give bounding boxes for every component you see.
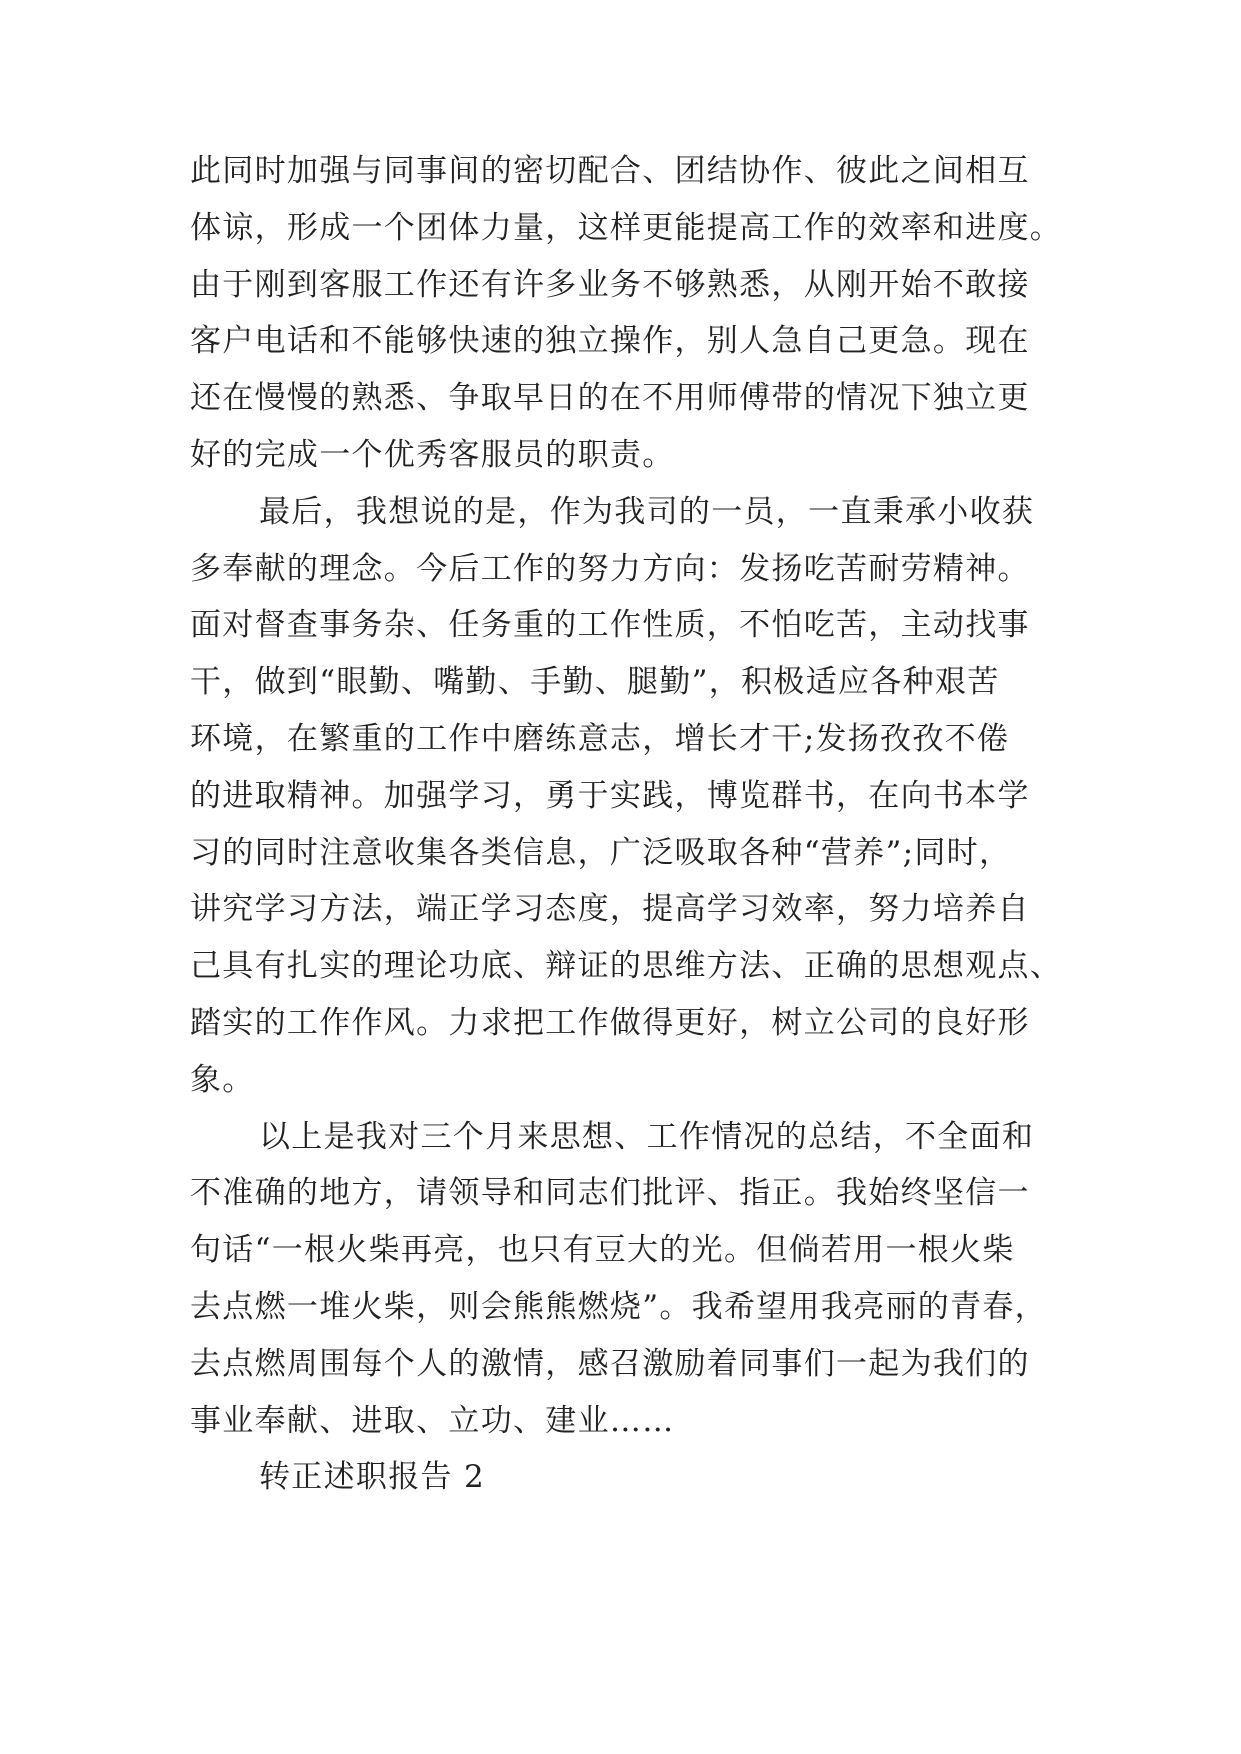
paragraph-first-line: 以上是我对三个月来思想、工作情况的总结，不全面和 [259,1118,1035,1155]
paragraph-first-line: 最后，我想说的是，作为我司的一员，一直秉承小收获 [259,493,1035,530]
document-body [190,143,1070,1506]
text-line: 事业奉献、进取、立功、建业…… [190,1402,675,1439]
text-line: 多奉献的理念。今后工作的努力方向：发扬吃苦耐劳精神。 [190,550,1030,587]
text-line: 去点燃周围每个人的激情，感召激励着同事们一起为我们的 [190,1345,1030,1382]
text-line: 好的完成一个优秀客服员的职责。 [190,436,675,473]
section-heading: 转正述职报告 2 [259,1459,485,1496]
text-line: 还在慢慢的熟悉、争取早日的在不用师傅带的情况下独立更 [190,380,1030,417]
text-line: 踏实的工作作风。力求把工作做得更好，树立公司的良好形 [190,1004,1030,1041]
text-line: 句话“一根火柴再亮，也只有豆大的光。但倘若用一根火柴 [190,1232,1015,1269]
text-line: 干，做到“眼勤、嘴勤、手勤、腿勤”，积极适应各种艰苦 [190,664,1000,701]
text-line: 象。 [190,1061,255,1098]
text-line: 此同时加强与同事间的密切配合、团结协作、彼此之间相互 [190,153,1030,189]
text-line: 习的同时注意收集各类信息，广泛吸取各种“营养”;同时， [190,834,1012,871]
text-line: 由于刚到客服工作还有许多业务不够熟悉，从刚开始不敢接 [190,266,1030,303]
text-line: 己具有扎实的理论功底、辩证的思维方法、正确的思想观点、 [190,948,1063,985]
text-line: 讲究学习方法，端正学习态度，提高学习效率，努力培养自 [190,891,1030,928]
text-line: 不准确的地方，请领导和同志们批评、指正。我始终坚信一 [190,1175,1030,1212]
text-line: 去点燃一堆火柴，则会熊熊燃烧”。我希望用我亮丽的青春， [190,1288,1047,1325]
text-line: 客户电话和不能够快速的独立操作，别人急自己更急。现在 [190,323,1030,360]
text-line: 体谅，形成一个团体力量，这样更能提高工作的效率和进度。 [190,209,1063,246]
text-line: 面对督查事务杂、任务重的工作性质，不怕吃苦，主动找事 [190,607,1030,644]
text-line: 的进取精神。加强学习，勇于实践，博览群书，在向书本学 [190,777,1030,814]
text-line: 环境，在繁重的工作中磨练意志，增长才干;发扬孜孜不倦 [190,720,1010,757]
